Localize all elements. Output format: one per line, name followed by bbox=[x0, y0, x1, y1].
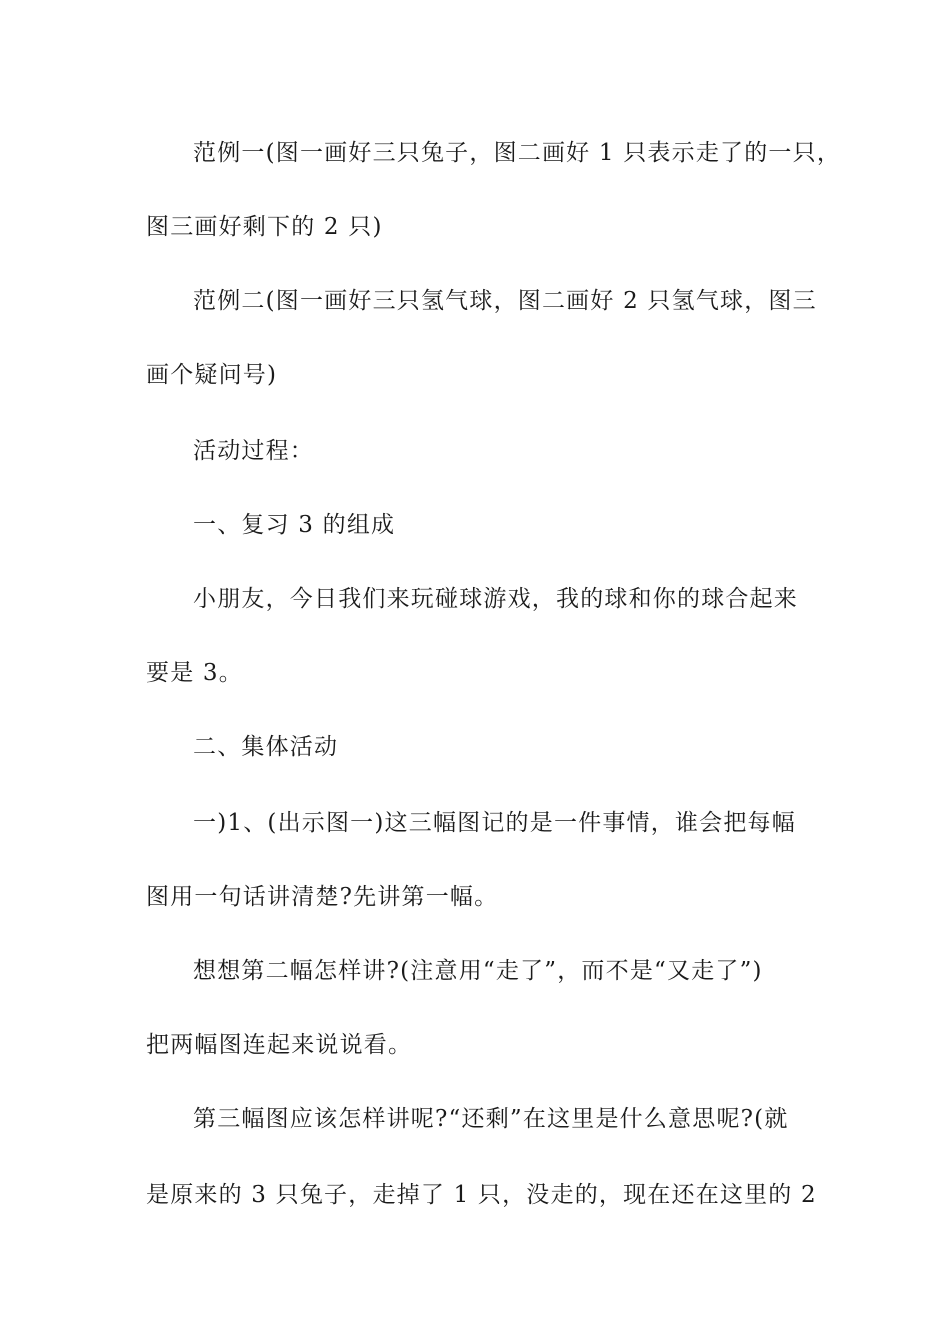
text-line: 画个疑问号) bbox=[146, 362, 278, 388]
text-line: 想想第二幅怎样讲?(注意用“走了”，而不是“又走了”) bbox=[193, 958, 763, 984]
section-heading: 活动过程： bbox=[193, 438, 314, 464]
text-line: 小朋友，今日我们来玩碰球游戏，我的球和你的球合起来 bbox=[193, 586, 798, 612]
text-line: 把两幅图连起来说说看。 bbox=[146, 1032, 413, 1058]
text-line: 图用一句话讲清楚?先讲第一幅。 bbox=[146, 884, 499, 910]
section-heading: 一、复习 3 的组成 bbox=[193, 512, 396, 538]
text-line: 第三幅图应该怎样讲呢?“还剩”在这里是什么意思呢?(就 bbox=[193, 1106, 789, 1132]
text-line: 是原来的 3 只兔子，走掉了 1 只，没走的，现在还在这里的 2 bbox=[146, 1182, 817, 1208]
text-line: 一)1、(出示图一)这三幅图记的是一件事情，谁会把每幅 bbox=[193, 810, 796, 836]
text-line: 范例二(图一画好三只氢气球，图二画好 2 只氢气球，图三 bbox=[193, 288, 817, 314]
text-line: 图三画好剩下的 2 只) bbox=[146, 214, 383, 240]
section-heading: 二、集体活动 bbox=[193, 734, 339, 760]
text-line: 范例一(图一画好三只兔子，图二画好 1 只表示走了的一只， bbox=[193, 140, 842, 166]
text-line: 要是 3。 bbox=[146, 660, 243, 686]
